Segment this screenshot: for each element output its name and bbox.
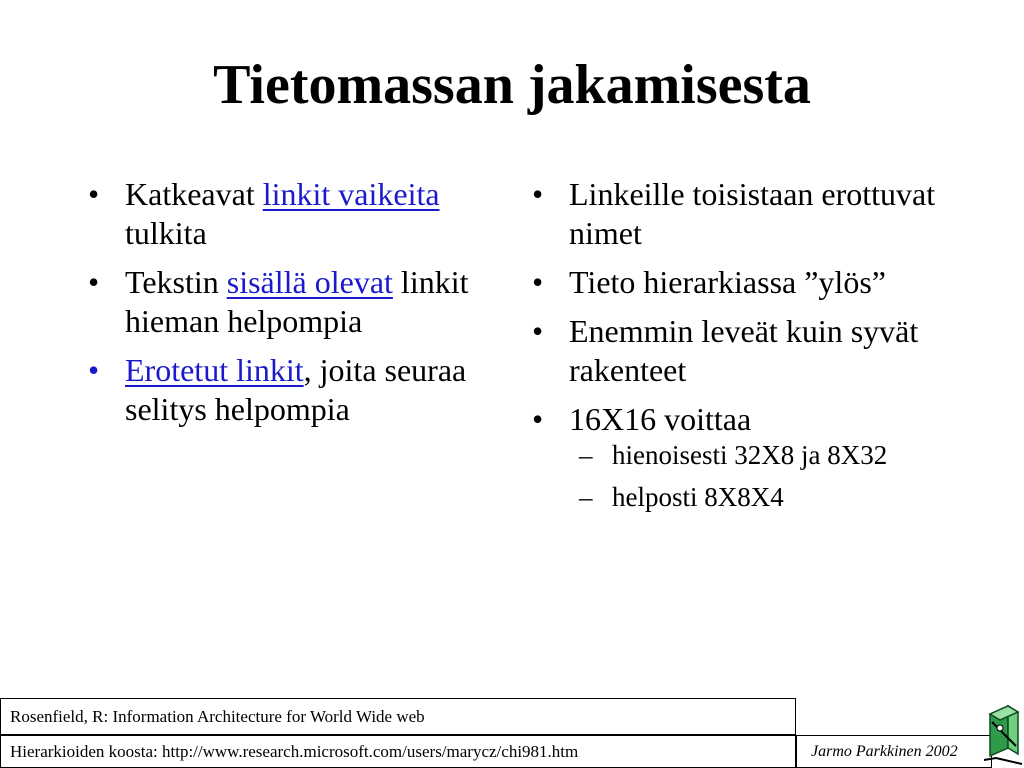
right-bullet-1 xyxy=(532,175,952,253)
author-text: Jarmo Parkkinen 2002 xyxy=(811,743,958,760)
right-bullet-2-text: Tieto hierarkiassa ”ylös” xyxy=(569,264,886,300)
right-bullet-3-text: Enemmin leveät kuin syvät rakenteet xyxy=(569,313,919,388)
dash-marker: – xyxy=(579,440,593,470)
link-linkit-vaikeita[interactable]: linkit vaikeita xyxy=(262,176,440,212)
bullet-marker: • xyxy=(88,352,100,388)
bullet-marker: • xyxy=(532,264,544,300)
left-bullet-3-post: , joita seuraa selitys helpompia xyxy=(125,352,467,427)
bullet-marker: • xyxy=(532,401,544,437)
drafting-logo-icon xyxy=(982,700,1024,766)
right-bullet-4-text: 16X16 voittaa xyxy=(569,401,752,437)
bullet-marker: • xyxy=(532,313,544,349)
left-bullet-2-post: linkit hieman helpompia xyxy=(125,264,469,339)
source-text: Hierarkioiden koosta: http://www.research.microsoft.com/users/marycz/chi981.htm xyxy=(10,742,579,761)
left-bullet-2 xyxy=(88,263,488,341)
right-bullet-4 xyxy=(532,400,952,513)
left-bullet-1-pre: Katkeavat xyxy=(125,176,263,212)
left-column xyxy=(88,175,488,439)
left-bullet-list xyxy=(88,175,488,429)
left-bullet-3 xyxy=(88,351,488,429)
sub-bullet-1 xyxy=(579,439,952,471)
bullet-marker: • xyxy=(532,176,544,212)
link-sisalla-olevat[interactable]: sisällä olevat xyxy=(226,264,393,300)
author-footer xyxy=(796,735,992,768)
sub-bullet-list xyxy=(569,439,952,513)
right-bullet-1-text: Linkeille toisistaan erottuvat nimet xyxy=(569,176,936,251)
source-footer xyxy=(0,735,796,768)
right-column xyxy=(532,175,952,523)
left-bullet-1-post: tulkita xyxy=(125,215,207,251)
right-bullet-2 xyxy=(532,263,952,302)
left-bullet-2-pre: Tekstin xyxy=(125,264,227,300)
sub-bullet-2-text: helposti 8X8X4 xyxy=(612,482,784,512)
reference-text: Rosenfield, R: Information Architecture for World Wide web xyxy=(10,707,425,726)
link-erotetut-linkit[interactable]: Erotetut linkit xyxy=(125,352,304,388)
right-bullet-3 xyxy=(532,312,952,390)
bullet-marker: • xyxy=(88,176,100,212)
left-bullet-1 xyxy=(88,175,488,253)
bullet-marker: • xyxy=(88,264,100,300)
sub-bullet-1-text: hienoisesti 32X8 ja 8X32 xyxy=(612,440,888,470)
right-bullet-list xyxy=(532,175,952,513)
slide-title: Tietomassan jakamisesta xyxy=(213,54,811,116)
sub-bullet-2 xyxy=(579,481,952,513)
reference-footer xyxy=(0,698,796,735)
dash-marker: – xyxy=(579,482,593,512)
